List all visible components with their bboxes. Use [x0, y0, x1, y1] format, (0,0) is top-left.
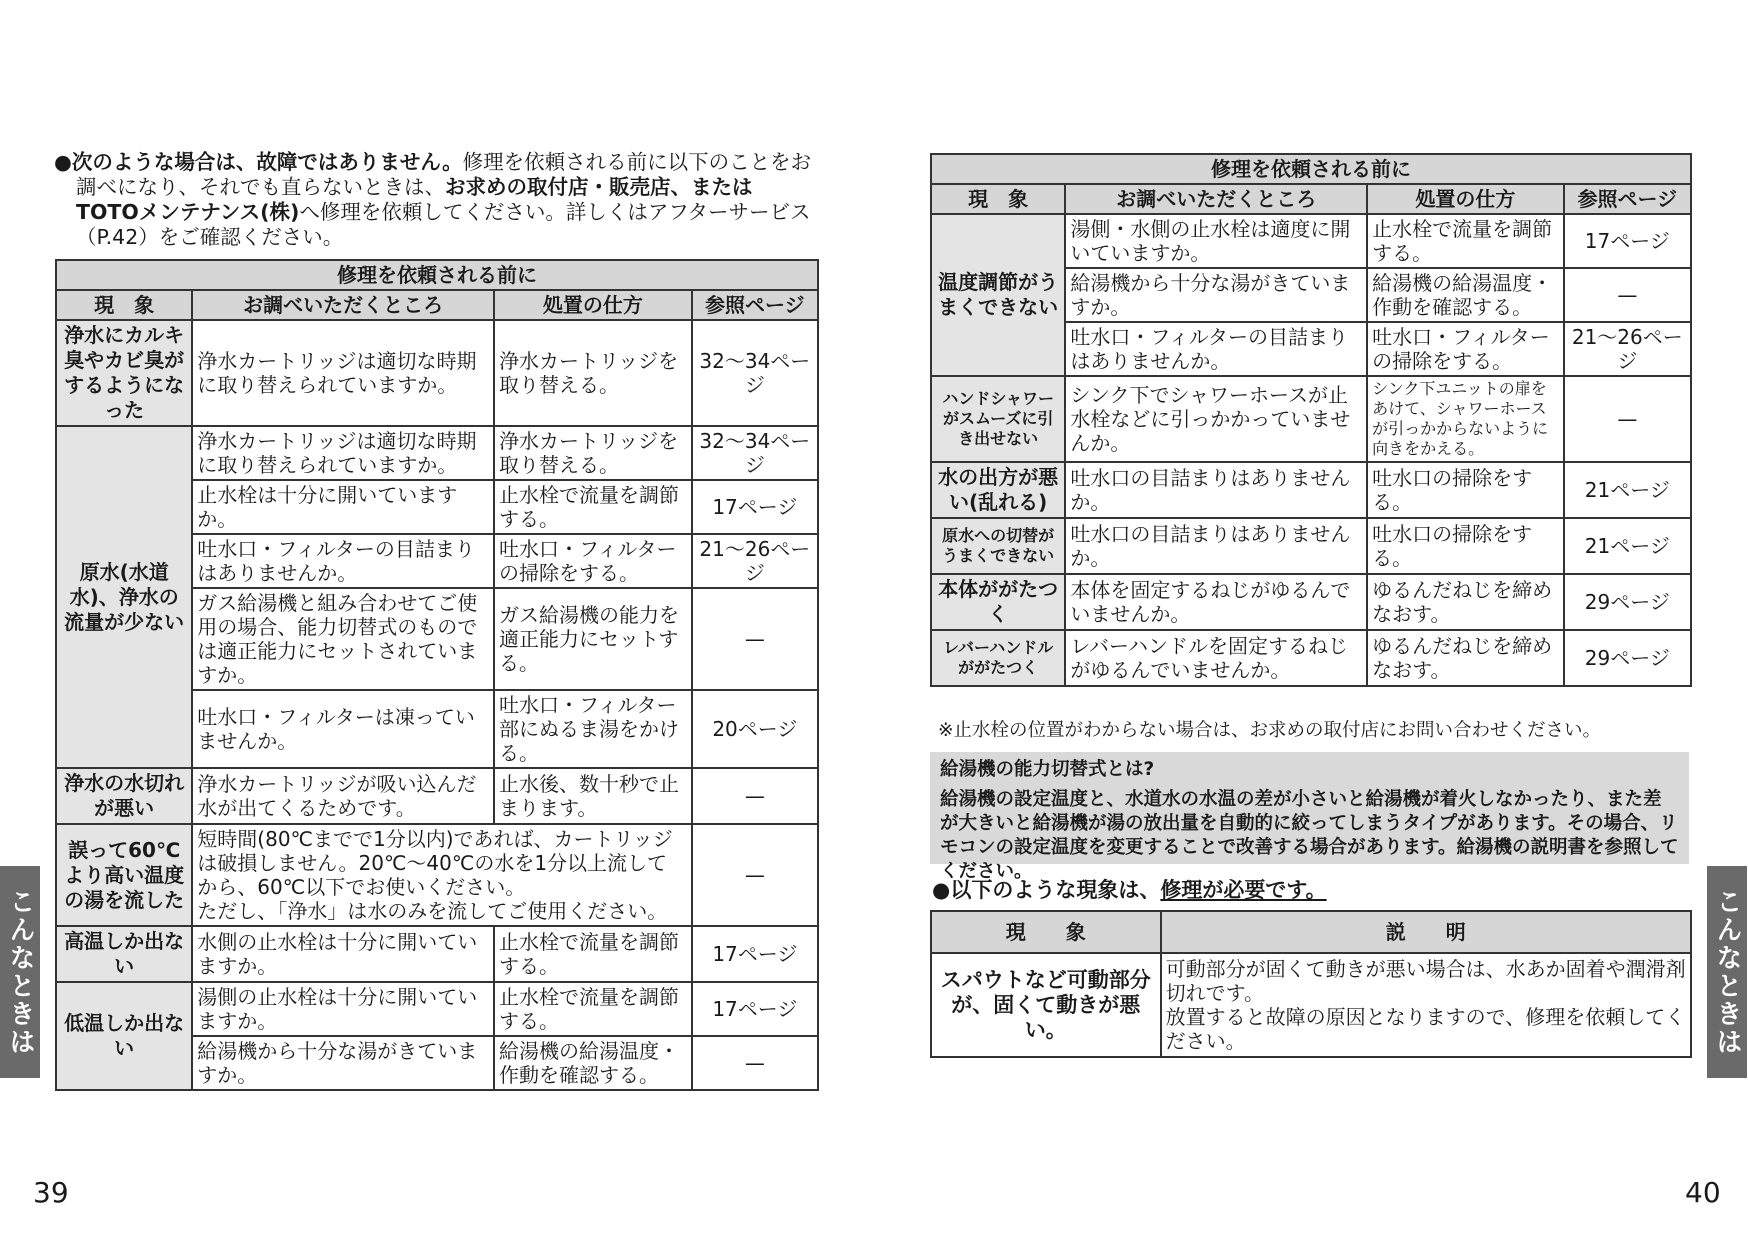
ref-cell: 32〜34ページ: [692, 320, 818, 426]
intro-bold-b: お求めの取付店・販売店、または TOTOメンテナンス(株): [76, 175, 753, 224]
check-cell: 浄水カートリッジは適切な時期に取り替えられていますか。: [192, 426, 494, 480]
repair-table: [930, 910, 1692, 1058]
repair-heading: [932, 874, 1327, 904]
intro-text: [54, 150, 819, 250]
repair-desc-1: 可動部分が固くて動きが悪い場合は、水あか固着や潤滑剤切れです。: [1165, 957, 1686, 1005]
table-caption: 修理を依頼される前に: [931, 154, 1691, 184]
fix-cell: 止水栓で流量を調節する。: [494, 926, 692, 982]
check-cell: 吐水口の目詰まりはありませんか。: [1065, 462, 1367, 518]
check-cell: レバーハンドルを固定するねじがゆるんでいませんか。: [1065, 630, 1367, 686]
fix-cell: 止水栓で流量を調節する。: [1367, 214, 1564, 268]
check-cell: シンク下でシャワーホースが止水栓などに引っかかっていませんか。: [1065, 376, 1367, 462]
col-header-ref: 参照ページ: [1564, 184, 1691, 214]
symptom-cell: 低温しか出ない: [56, 982, 192, 1090]
check-text-note: ただし、「浄水」は水のみを流してご使用ください。: [197, 899, 668, 923]
repair-desc-cell: [1161, 953, 1691, 1057]
ref-cell: —: [692, 768, 818, 824]
check-cell: 浄水カートリッジは適切な時期に取り替えられていますか。: [192, 320, 494, 426]
intro-text-c: へ修理を依頼してください。詳しくはアフターサービス（P.42）をご確認ください。: [76, 200, 811, 249]
troubleshoot-table-left: [55, 259, 819, 1091]
side-tab-right: こんなときは: [1707, 866, 1747, 1078]
page-number-right: 40: [1685, 1176, 1721, 1209]
repair-underlined: 修理が必要です。: [1160, 878, 1327, 902]
intro-lead: ●次のような場合は、故障ではありません。: [54, 150, 463, 174]
symptom-cell: ハンドシャワーがスムーズに引き出せない: [931, 376, 1065, 462]
repair-lead: ●以下のような現象は、: [932, 878, 1161, 902]
intro-text-a: 修理を依頼される前に以下のことをお調べになり、それでも直らないときは、: [76, 150, 812, 199]
ref-cell: 32〜34ページ: [692, 426, 818, 480]
symptom-cell: 浄水の水切れが悪い: [56, 768, 192, 824]
col-header-fix: 処置の仕方: [1367, 184, 1564, 214]
symptom-cell: 原水への切替がうまくできない: [931, 518, 1065, 574]
info-box-title: 給湯機の能力切替式とは?: [940, 759, 1155, 780]
ref-cell: —: [1564, 268, 1691, 322]
repair-symptom-cell: スパウトなど可動部分が、固くて動きが悪い。: [931, 953, 1161, 1057]
ref-cell: 21ページ: [1564, 518, 1691, 574]
check-cell: 水側の止水栓は十分に開いていますか。: [192, 926, 494, 982]
symptom-cell: 浄水にカルキ臭やカビ臭がするようになった: [56, 320, 192, 426]
table-caption: 修理を依頼される前に: [56, 260, 818, 290]
intro-paragraph: [54, 150, 819, 250]
page-number-left: 39: [33, 1176, 69, 1209]
ref-cell: 17ページ: [692, 982, 818, 1036]
info-box: [930, 752, 1689, 882]
fix-cell: 止水栓で流量を調節する。: [494, 480, 692, 534]
symptom-cell: 水の出方が悪い(乱れる): [931, 462, 1065, 518]
fix-cell: ゆるんだねじを締めなおす。: [1367, 630, 1564, 686]
fix-cell: 吐水口の掃除をする。: [1367, 518, 1564, 574]
col-header-check: お調べいただくところ: [1065, 184, 1367, 214]
ref-cell: —: [1564, 376, 1691, 462]
symptom-cell: レバーハンドルががたつく: [931, 630, 1065, 686]
fix-cell: 吐水口・フィルターの掃除をする。: [494, 534, 692, 588]
fix-cell: 吐水口の掃除をする。: [1367, 462, 1564, 518]
ref-cell: 21〜26ページ: [1564, 322, 1691, 376]
footnote: ※止水栓の位置がわからない場合は、お求めの取付店にお問い合わせください。: [938, 720, 1602, 741]
repair-header-symptom: 現 象: [931, 911, 1161, 953]
fix-cell: ゆるんだねじを締めなおす。: [1367, 574, 1564, 630]
col-header-symptom: 現 象: [931, 184, 1065, 214]
symptom-cell: 誤って60℃より高い温度の湯を流した: [56, 824, 192, 926]
fix-cell: 浄水カートリッジを取り替える。: [494, 320, 692, 426]
fix-cell: ガス給湯機の能力を適正能力にセットする。: [494, 588, 692, 690]
troubleshoot-table-right: [930, 153, 1692, 687]
symptom-cell: 温度調節がうまくできない: [931, 214, 1065, 376]
fix-cell: 止水栓で流量を調節する。: [494, 982, 692, 1036]
check-cell: [192, 824, 691, 926]
check-cell: 吐水口・フィルターは凍っていませんか。: [192, 690, 494, 768]
fix-cell: 吐水口・フィルターの掃除をする。: [1367, 322, 1564, 376]
fix-cell: 給湯機の給湯温度・作動を確認する。: [1367, 268, 1564, 322]
ref-cell: —: [692, 1036, 818, 1090]
info-box-body: 給湯機の設定温度と、水道水の水温の差が小さいと給湯機が着火しなかったり、また差が大きいと給湯機が湯の放出量を自動的に絞ってしまうタイプがあります。その場合、リモコンの設定温度を変更することで改善する場合があります。給湯機の説明書を参照してください。: [940, 789, 1679, 882]
ref-cell: —: [692, 824, 818, 926]
check-cell: 止水栓は十分に開いていますか。: [192, 480, 494, 534]
ref-cell: 17ページ: [1564, 214, 1691, 268]
ref-cell: 29ページ: [1564, 630, 1691, 686]
col-header-ref: 参照ページ: [692, 290, 818, 320]
ref-cell: 21〜26ページ: [692, 534, 818, 588]
check-cell: 吐水口・フィルターの目詰まりはありませんか。: [1065, 322, 1367, 376]
repair-desc-2: 放置すると故障の原因となりますので、修理を依頼してください。: [1165, 1005, 1686, 1053]
col-header-check: お調べいただくところ: [192, 290, 494, 320]
side-tab-left: こんなときは: [0, 866, 40, 1078]
check-cell: 給湯機から十分な湯がきていますか。: [192, 1036, 494, 1090]
check-cell: 吐水口・フィルターの目詰まりはありませんか。: [192, 534, 494, 588]
ref-cell: 17ページ: [692, 480, 818, 534]
check-cell: 本体を固定するねじがゆるんでいませんか。: [1065, 574, 1367, 630]
ref-cell: 17ページ: [692, 926, 818, 982]
ref-cell: 20ページ: [692, 690, 818, 768]
fix-cell: シンク下ユニットの扉をあけて、シャワーホースが引っかからないように向きをかえる。: [1367, 376, 1564, 462]
fix-cell: 止水後、数十秒で止まります。: [494, 768, 692, 824]
check-cell: 給湯機から十分な湯がきていますか。: [1065, 268, 1367, 322]
symptom-cell: 高温しか出ない: [56, 926, 192, 982]
fix-cell: 浄水カートリッジを取り替える。: [494, 426, 692, 480]
col-header-fix: 処置の仕方: [494, 290, 692, 320]
check-cell: 湯側の止水栓は十分に開いていますか。: [192, 982, 494, 1036]
symptom-cell: 本体ががたつく: [931, 574, 1065, 630]
symptom-cell: 原水(水道水)、浄水の流量が少ない: [56, 426, 192, 768]
check-text: 短時間(80℃までで1分以内)であれば、カートリッジは破損しません。20℃〜40℃の水を1分以上流してから、60℃以下でお使いください。: [197, 827, 673, 899]
check-cell: 吐水口の目詰まりはありませんか。: [1065, 518, 1367, 574]
fix-cell: 吐水口・フィルター部にぬるま湯をかける。: [494, 690, 692, 768]
check-cell: ガス給湯機と組み合わせてご使用の場合、能力切替式のものでは適正能力にセットされていますか。: [192, 588, 494, 690]
check-cell: 浄水カートリッジが吸い込んだ水が出てくるためです。: [192, 768, 494, 824]
fix-cell: 給湯機の給湯温度・作動を確認する。: [494, 1036, 692, 1090]
check-cell: 湯側・水側の止水栓は適度に開いていますか。: [1065, 214, 1367, 268]
ref-cell: —: [692, 588, 818, 690]
repair-header-desc: 説 明: [1161, 911, 1691, 953]
col-header-symptom: 現 象: [56, 290, 192, 320]
ref-cell: 29ページ: [1564, 574, 1691, 630]
ref-cell: 21ページ: [1564, 462, 1691, 518]
